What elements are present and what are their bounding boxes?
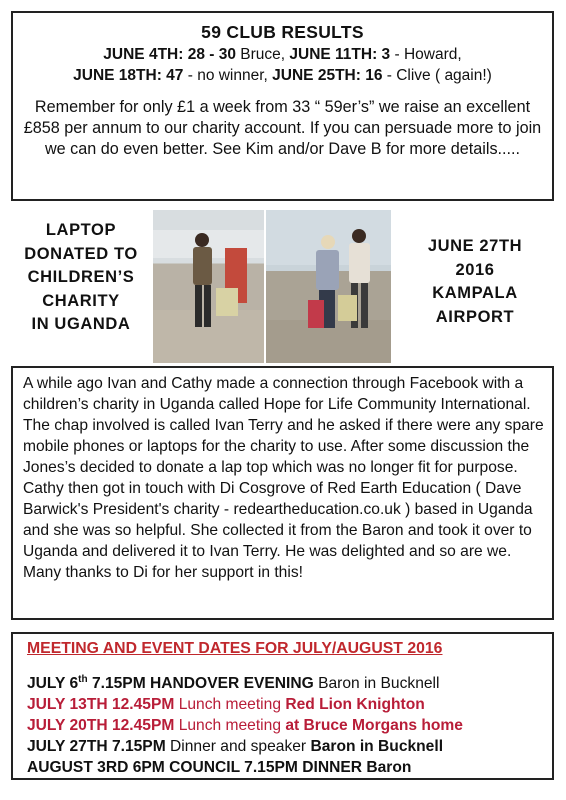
caption-line: LAPTOP — [45, 221, 117, 239]
result-winner: - Howard, — [390, 46, 462, 63]
result-winner: - no winner, — [183, 67, 273, 84]
laptop-caption — [11, 219, 151, 337]
event-date: JULY 13TH 12.45PM — [27, 696, 175, 714]
event-location: at Bruce Morgans home — [285, 717, 463, 735]
airport-photo-left — [153, 210, 264, 363]
event-row — [27, 757, 552, 778]
event-date-suffix: th — [78, 674, 88, 685]
caption-line: CHILDREN’S — [27, 268, 135, 286]
airport-photo-right — [266, 210, 391, 363]
event-row — [27, 694, 552, 715]
charity-story-box — [11, 366, 554, 620]
club-results-box — [11, 11, 554, 201]
event-row — [27, 736, 552, 757]
result-date: JUNE 4TH: 28 - 30 — [103, 46, 236, 63]
result-date: JUNE 25TH: 16 — [272, 67, 383, 84]
result-date: JUNE 11TH: 3 — [289, 46, 391, 63]
events-box — [11, 632, 554, 780]
event-type: Lunch meeting — [174, 696, 286, 714]
charity-story-text: A while ago Ivan and Cathy made a connection through Facebook with a children’s charity in Uganda called Hope for Life Community International. The chap involved is called Ivan Terry and he asked if there were any spare mobile phones or laptops for the charity to use. After some discussion the Jones’s decided to donate a lap top which was no longer fit for purpose. Cathy then got in touch with Di Cosgrove of Red Earth Education ( Dave Barwick's President's charity - redeartheducation.co.uk ) based in Uganda and she was so helpful. She collected it from the Baron and took it over to Uganda and delivered it to Ivan Terry. He was delighted and so are we. Many thanks to Di for her support in this! — [23, 375, 544, 581]
caption-line: IN UGANDA — [31, 315, 131, 333]
event-type: Lunch meeting — [174, 717, 286, 735]
event-date: JULY 27TH 7.15PM — [27, 738, 166, 756]
club-reminder: Remember for only £1 a week from 33 “ 59er’s” we raise an excellent £858 per annum to our charity account. If you can persuade more to join we can do even better. See Kim and/or Dave B for more details..... — [23, 98, 542, 158]
event-row — [27, 669, 552, 694]
result-date: JUNE 18TH: 47 — [73, 67, 184, 84]
photo-illustration — [266, 210, 391, 363]
event-date: 7.15PM HANDOVER EVENING — [87, 675, 314, 693]
results-line-1 — [13, 46, 552, 64]
caption-line: CHARITY — [42, 291, 120, 310]
event-date: JULY 20TH 12.45PM — [27, 717, 175, 735]
club-title: 59 CLUB RESULTS — [201, 22, 364, 42]
event-row — [27, 715, 552, 736]
event-type: Dinner and speaker — [165, 738, 311, 756]
caption-line: JUNE 27TH — [427, 237, 523, 255]
caption-line: 2016 — [455, 260, 495, 279]
airport-caption — [395, 235, 555, 329]
event-details: AUGUST 3RD 6PM COUNCIL 7.15PM DINNER Baron — [27, 759, 412, 777]
result-winner: - Clive ( again!) — [382, 67, 492, 84]
event-location: Baron in Bucknell — [310, 738, 444, 756]
event-date: JULY 6 — [27, 675, 79, 693]
caption-line: KAMPALA — [432, 284, 518, 302]
event-location: Baron in Bucknell — [313, 675, 440, 693]
results-line-2 — [13, 67, 552, 85]
event-location: Red Lion Knighton — [285, 696, 425, 714]
photo-illustration — [153, 210, 264, 363]
caption-line: AIRPORT — [435, 307, 515, 326]
result-winner: Bruce, — [235, 46, 290, 63]
events-heading: MEETING AND EVENT DATES FOR JULY/AUGUST 2016 — [27, 640, 443, 657]
caption-line: DONATED TO — [24, 244, 138, 263]
